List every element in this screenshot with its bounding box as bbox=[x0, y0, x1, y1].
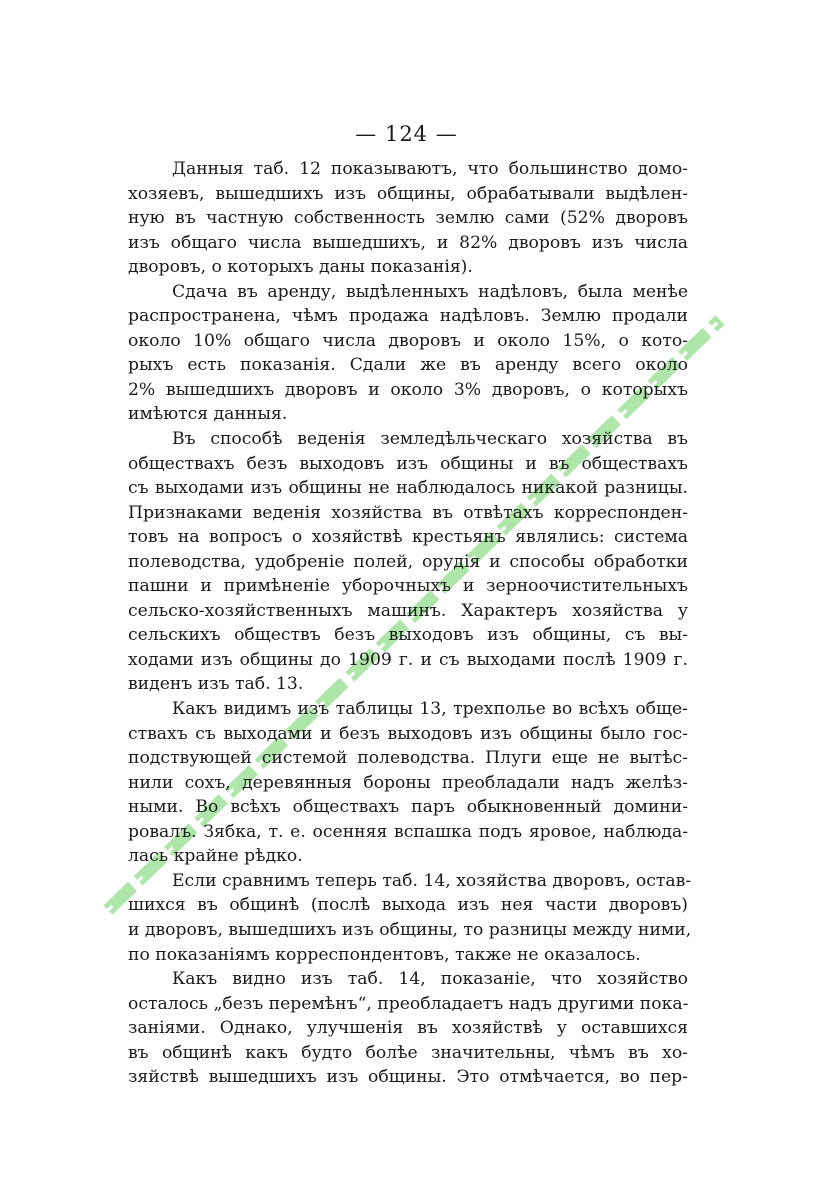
text-line: изъ общаго числа вышедшихъ, и 82% дворовъ изъ числа bbox=[128, 232, 688, 253]
text-line: сельско-хозяйственныхъ машинъ. Характеръ хозяйства у bbox=[128, 600, 688, 621]
text-line: осталось „безъ перемѣнъ“, преобладаетъ надъ другими пока- bbox=[128, 993, 689, 1014]
text-line: ровалъ. Зябка, т. е. осенняя вспашка подъ яровое, наблюда- bbox=[128, 821, 688, 842]
page-number: — 124 — bbox=[355, 122, 458, 146]
text-line: Данныя таб. 12 показываютъ, что большинство домо- bbox=[172, 159, 688, 179]
text-line: ную въ частную собственность землю сами (52% дворовъ bbox=[128, 208, 688, 229]
text-line: Какъ видно изъ таб. 14, показаніе, что хозяйство bbox=[172, 969, 688, 990]
body-text bbox=[128, 157, 692, 1090]
text-line: лась крайне рѣдко. bbox=[128, 846, 303, 867]
text-line: шихся въ общинѣ (послѣ выхода изъ нея части дворовъ) bbox=[128, 895, 688, 916]
text-line: съ выходами изъ общины не наблюдалось никакой разницы. bbox=[128, 478, 688, 499]
text-line: Если сравнимъ теперь таб. 14, хозяйства дворовъ, остав- bbox=[172, 870, 692, 891]
text-line: имѣются данныя. bbox=[128, 404, 288, 425]
text-line: 2% вышедшихъ дворовъ и около 3% дворовъ, о которыхъ bbox=[128, 379, 688, 400]
text-line: полеводства, удобреніе полей, орудія и способы обработки bbox=[128, 551, 688, 572]
text-line: подствующей системой полеводства. Плуги еще не вытѣс- bbox=[128, 748, 688, 769]
text-line: Сдача въ аренду, выдѣленныхъ надѣловъ, была менѣе bbox=[172, 281, 688, 302]
text-line: виденъ изъ таб. 13. bbox=[128, 674, 304, 695]
text-line: Признаками веденія хозяйства въ отвѣтахъ корреспонден- bbox=[128, 502, 688, 523]
text-line: зяйствѣ вышедшихъ изъ общины. Это отмѣчается, во пер- bbox=[128, 1067, 688, 1088]
text-line: въ общинѣ какъ будто болѣе значительны, чѣмъ въ хо- bbox=[128, 1042, 688, 1063]
text-line: распространена, чѣмъ продажа надѣловъ. Землю продали bbox=[128, 306, 688, 327]
text-line: обществахъ безъ выходовъ изъ общины и въ обществахъ bbox=[128, 453, 688, 474]
text-line: дворовъ, о которыхъ даны показанія). bbox=[128, 257, 473, 278]
text-line: пашни и примѣненіе уборочныхъ и зерноочистительныхъ bbox=[128, 576, 688, 597]
text-line: товъ на вопросъ о хозяйствѣ крестьянъ являлись: система bbox=[128, 527, 688, 548]
text-line: ствахъ съ выходами и безъ выходовъ изъ общины было гос- bbox=[128, 723, 688, 744]
text-line: по показаніямъ корреспондентовъ, также не оказалось. bbox=[128, 944, 641, 965]
text-line: Какъ видимъ изъ таблицы 13, трехполье во всѣхъ обще- bbox=[172, 699, 688, 720]
text-line: сельскихъ обществъ безъ выходовъ изъ общины, съ вы- bbox=[128, 625, 688, 646]
text-line: рыхъ есть показанія. Сдали же въ аренду всего около bbox=[128, 355, 688, 376]
text-line: заніями. Однако, улучшенія въ хозяйствѣ у оставшихся bbox=[128, 1018, 688, 1039]
text-line: ными. Во всѣхъ обществахъ паръ обыкновенный домини- bbox=[128, 797, 688, 818]
text-line: ходами изъ общины до 1909 г. и съ выходами послѣ 1909 г. bbox=[128, 649, 688, 670]
text-line: хозяевъ, вышедшихъ изъ общины, обрабатывали выдѣлен- bbox=[128, 183, 688, 204]
text-line: Въ способѣ веденія земледѣльческаго хозяйства въ bbox=[172, 429, 688, 450]
text-line: около 10% общаго числа дворовъ и около 15%, о кото- bbox=[128, 330, 688, 351]
text-line: и дворовъ, вышедшихъ изъ общины, то разницы между ними, bbox=[128, 919, 692, 940]
text-line: нили сохъ, деревянныя бороны преобладали надъ желѣз- bbox=[128, 772, 688, 793]
